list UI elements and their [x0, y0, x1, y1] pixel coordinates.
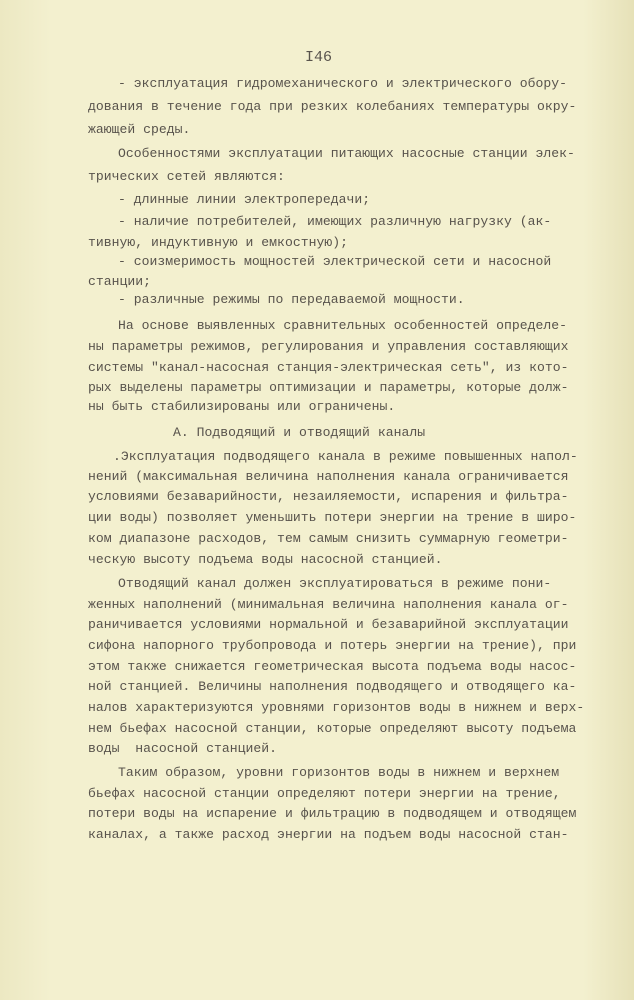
- text-line: - наличие потребителей, имеющих различную нагрузку (ак-: [118, 214, 552, 229]
- page-number: I46: [305, 49, 333, 66]
- text-line: - соизмеримость мощностей электрической сети и насосной: [118, 254, 552, 269]
- text-line: .Эксплуатация подводящего канала в режиме повышенных напол-: [113, 449, 578, 464]
- text-line: Таким образом, уровни горизонтов воды в нижнем и верхнем: [118, 765, 560, 780]
- text-line: бьефах насосной станции определяют потери энергии на трение,: [88, 786, 561, 801]
- text-line: дования в течение года при резких колебаниях температуры окру-: [88, 99, 577, 114]
- text-line: рых выделены параметры оптимизации и параметры, которые долж-: [88, 380, 569, 395]
- text-line: тивную, индуктивную и емкостную);: [88, 235, 348, 250]
- text-line: ческую высоту подъема воды насосной станцией.: [88, 552, 443, 567]
- text-line: Отводящий канал должен эксплуатироваться в режиме пони-: [118, 576, 552, 591]
- text-line: - эксплуатация гидромеханического и электрического обору-: [118, 76, 568, 91]
- text-line: потери воды на испарение и фильтрацию в подводящем и отводящем: [88, 806, 577, 821]
- text-line: ком диапазоне расходов, тем самым снизить суммарную геометри-: [88, 531, 569, 546]
- text-line: системы "канал-насосная станция-электрическая сеть", из кото-: [88, 360, 569, 375]
- text-line: раничивается условиями нормальной и безаварийной эксплуатации: [88, 617, 569, 632]
- text-line: сифона напорного трубопровода и потерь энергии на трение), при: [88, 638, 577, 653]
- text-line: нем бьефах насосной станции, которые определяют высоту подъема: [88, 721, 577, 736]
- text-line: ции воды) позволяет уменьшить потери энергии на трение в широ-: [88, 510, 577, 525]
- text-line: трических сетей являются:: [88, 169, 285, 184]
- text-line: каналах, а также расход энергии на подъем воды насосной стан-: [88, 827, 569, 842]
- text-line: - длинные линии электропередачи;: [118, 192, 371, 207]
- text-line: жающей среды.: [88, 122, 191, 137]
- text-line: станции;: [88, 274, 152, 289]
- text-line: условиями безаварийности, незаиляемости, испарения и фильтра-: [88, 489, 569, 504]
- text-line: воды насосной станцией.: [88, 741, 278, 756]
- text-line: Особенностями эксплуатации питающих насосные станции элек-: [118, 146, 575, 161]
- text-line: нений (максимальная величина наполнения канала ограничивается: [88, 469, 569, 484]
- text-line: этом также снижается геометрическая высота подъема воды насос-: [88, 659, 577, 674]
- section-heading: А. Подводящий и отводящий каналы: [173, 425, 426, 440]
- text-line: ной станцией. Величины наполнения подводящего и отводящего ка-: [88, 679, 577, 694]
- text-line: На основе выявленных сравнительных особенностей определе-: [118, 318, 568, 333]
- text-line: - различные режимы по передаваемой мощности.: [118, 292, 465, 307]
- text-line: ны быть стабилизированы или ограничены.: [88, 399, 396, 414]
- text-line: ны параметры режимов, регулирования и управления составляющих: [88, 339, 569, 354]
- text-line: женных наполнений (минимальная величина наполнения канала ог-: [88, 597, 569, 612]
- text-line: налов характеризуются уровнями горизонтов воды в нижнем и верх-: [88, 700, 585, 715]
